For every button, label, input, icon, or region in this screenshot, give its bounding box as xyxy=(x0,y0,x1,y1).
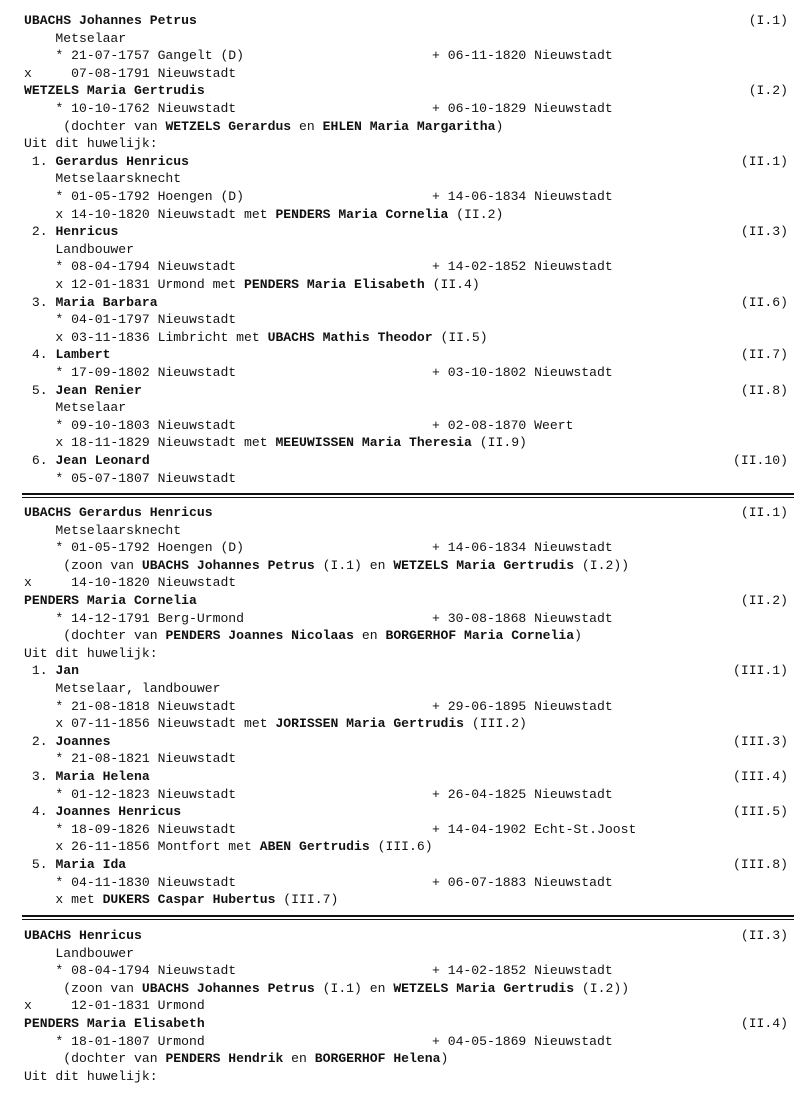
record-line xyxy=(0,1050,800,1068)
line-text xyxy=(24,962,236,980)
text-segment: Uit dit huwelijk: xyxy=(24,1068,158,1084)
record-line xyxy=(0,927,800,945)
line-text xyxy=(24,821,236,839)
person-name: PENDERS Maria Elisabeth xyxy=(24,1016,205,1031)
line-text xyxy=(24,329,488,347)
line-text xyxy=(24,856,126,874)
person-name: Gerardus Henricus xyxy=(55,153,190,169)
text-segment: 5. xyxy=(24,382,56,398)
record-line xyxy=(0,838,800,856)
text-segment: Landbouwer xyxy=(24,241,135,257)
person-name: PENDERS Maria Elisabeth xyxy=(244,277,425,292)
record-line xyxy=(0,539,800,557)
person-name: WETZELS Gerardus xyxy=(165,118,292,134)
record-line xyxy=(0,206,800,224)
death-date: + 06-07-1883 Nieuwstadt xyxy=(432,874,613,890)
record-line xyxy=(0,504,800,522)
text-segment: 4. xyxy=(24,804,56,820)
text-segment: * 01-05-1792 Hoengen (D) xyxy=(24,540,245,556)
record-line xyxy=(0,662,800,680)
line-text xyxy=(24,750,236,768)
line-text xyxy=(24,574,236,592)
record-line xyxy=(0,856,800,874)
death-date: + 14-06-1834 Nieuwstadt xyxy=(432,540,613,556)
line-text xyxy=(24,65,236,83)
text-segment: * 04-11-1830 Nieuwstadt xyxy=(24,874,237,890)
person-name: PENDERS Hendrik xyxy=(165,1051,284,1067)
person-name: UBACHS Johannes Petrus xyxy=(24,13,197,28)
person-name: Maria Barbara xyxy=(55,294,158,310)
text-segment: (I.1) en xyxy=(314,980,394,996)
reference-number: (II.10) xyxy=(732,453,788,468)
death-date: + 29-06-1895 Nieuwstadt xyxy=(432,698,613,714)
text-segment: (II.9) xyxy=(471,435,527,451)
record-line xyxy=(0,1068,800,1086)
record-line xyxy=(0,592,800,610)
line-text xyxy=(24,434,527,452)
reference-number: (II.8) xyxy=(740,382,788,398)
line-text xyxy=(24,153,189,171)
text-segment: 1. xyxy=(24,663,56,679)
line-text xyxy=(24,82,205,100)
record-line xyxy=(0,557,800,575)
record-line xyxy=(0,329,800,347)
record-line xyxy=(0,645,800,663)
record-line xyxy=(0,382,800,400)
text-segment: * 05-07-1807 Nieuwstadt xyxy=(24,470,237,486)
record-line xyxy=(0,65,800,83)
record-line xyxy=(0,680,800,698)
line-text xyxy=(24,698,236,716)
text-segment: (zoon van xyxy=(24,557,142,573)
line-text xyxy=(24,294,158,312)
record-line xyxy=(0,470,800,488)
reference-number: (I.2) xyxy=(748,83,788,99)
death-date: + 14-06-1834 Nieuwstadt xyxy=(432,189,613,204)
record-line xyxy=(0,47,800,65)
reference-number: (III.1) xyxy=(732,663,788,679)
text-segment: 3. xyxy=(24,769,56,784)
text-segment: Metselaar, landbouwer xyxy=(24,681,221,696)
record-line xyxy=(0,30,800,48)
record-line xyxy=(0,874,800,892)
text-segment: Metselaar xyxy=(24,30,127,46)
record-line xyxy=(0,364,800,382)
record-line xyxy=(0,574,800,592)
line-text xyxy=(24,346,110,364)
death-date: + 06-11-1820 Nieuwstadt xyxy=(432,48,613,64)
text-segment: * 21-08-1818 Nieuwstadt xyxy=(24,698,237,714)
death-date: + 04-05-1869 Nieuwstadt xyxy=(432,1033,613,1049)
line-text xyxy=(24,592,197,610)
record-line xyxy=(0,997,800,1015)
text-segment: * 21-08-1821 Nieuwstadt xyxy=(24,751,237,767)
person-name: Jan xyxy=(55,663,80,679)
text-segment: 6. xyxy=(24,453,56,468)
text-segment: (I.2)) xyxy=(574,557,630,573)
text-segment: (I.1) en xyxy=(314,557,394,573)
person-name: EHLEN Maria Margaritha xyxy=(322,118,496,134)
text-segment: (II.2) xyxy=(448,206,504,222)
text-segment: * 09-10-1803 Nieuwstadt xyxy=(24,417,237,433)
record-line xyxy=(0,118,800,136)
line-text xyxy=(24,715,527,733)
text-segment: (II.5) xyxy=(432,329,488,345)
death-date: + 14-04-1902 Echt-St.Joost xyxy=(432,821,637,837)
line-text xyxy=(24,997,205,1015)
reference-number: (II.2) xyxy=(740,593,788,608)
text-segment: en xyxy=(283,1051,315,1067)
text-segment: x 14-10-1820 Nieuwstadt xyxy=(24,575,237,591)
record-line xyxy=(0,241,800,259)
record-line xyxy=(0,434,800,452)
record-line xyxy=(0,12,800,30)
person-name: WETZELS Maria Gertrudis xyxy=(24,83,205,99)
text-segment: 5. xyxy=(24,857,56,872)
line-text xyxy=(24,258,236,276)
reference-number: (II.4) xyxy=(740,1016,788,1031)
person-name: WETZELS Maria Gertrudis xyxy=(393,557,575,573)
reference-number: (II.7) xyxy=(740,347,788,363)
line-text xyxy=(24,733,110,751)
line-text xyxy=(24,452,150,470)
line-text xyxy=(24,241,134,259)
line-text xyxy=(24,135,158,153)
death-date: + 30-08-1868 Nieuwstadt xyxy=(432,610,613,626)
line-text xyxy=(24,945,134,963)
line-text xyxy=(24,927,142,945)
person-name: UBACHS Mathis Theodor xyxy=(267,329,433,345)
line-text xyxy=(24,100,236,118)
person-name: UBACHS Gerardus Henricus xyxy=(24,505,213,520)
person-name: Joannes Henricus xyxy=(55,804,182,820)
record-line xyxy=(0,733,800,751)
reference-number: (III.8) xyxy=(732,857,788,872)
text-segment: Metselaarsknecht xyxy=(24,171,182,187)
record-line xyxy=(0,417,800,435)
record-line xyxy=(0,627,800,645)
text-segment: 3. xyxy=(24,294,56,310)
text-segment: Metselaarsknecht xyxy=(24,522,182,538)
text-segment: x met xyxy=(24,892,103,908)
record-line xyxy=(0,1033,800,1051)
text-segment: (III.6) xyxy=(369,839,433,855)
reference-number: (I.1) xyxy=(748,13,788,28)
person-name: JORISSEN Maria Gertrudis xyxy=(275,716,465,732)
record-line xyxy=(0,452,800,470)
text-segment: (zoon van xyxy=(24,980,142,996)
line-text xyxy=(24,768,150,786)
text-segment: 1. xyxy=(24,153,56,169)
death-date: + 14-02-1852 Nieuwstadt xyxy=(432,259,613,275)
line-text xyxy=(24,557,629,575)
record-line xyxy=(0,610,800,628)
line-text xyxy=(24,30,126,48)
line-text xyxy=(24,188,244,206)
line-text xyxy=(24,382,142,400)
line-text xyxy=(24,364,236,382)
text-segment: x 07-11-1856 Nieuwstadt met xyxy=(24,716,276,732)
section-divider xyxy=(22,915,794,920)
line-text xyxy=(24,311,236,329)
person-name: MEEUWISSEN Maria Theresia xyxy=(275,435,472,451)
person-name: Jean Leonard xyxy=(55,453,150,468)
person-name: UBACHS Johannes Petrus xyxy=(141,980,315,996)
record-line xyxy=(0,399,800,417)
text-segment: (I.2)) xyxy=(574,980,630,996)
record-line xyxy=(0,522,800,540)
death-date: + 14-02-1852 Nieuwstadt xyxy=(432,963,613,979)
line-text xyxy=(24,1068,158,1086)
reference-number: (II.6) xyxy=(740,294,788,310)
person-name: WETZELS Maria Gertrudis xyxy=(393,980,575,996)
line-text xyxy=(24,276,480,294)
text-segment: ) xyxy=(440,1051,449,1067)
line-text xyxy=(24,118,503,136)
record-line xyxy=(0,980,800,998)
death-date: + 26-04-1825 Nieuwstadt xyxy=(432,786,613,802)
text-segment: * 01-12-1823 Nieuwstadt xyxy=(24,786,237,802)
text-segment: * 10-10-1762 Nieuwstadt xyxy=(24,101,237,116)
record-line xyxy=(0,82,800,100)
record-line xyxy=(0,1015,800,1033)
line-text xyxy=(24,627,582,645)
line-text xyxy=(24,838,433,856)
person-name: UBACHS Johannes Petrus xyxy=(141,557,315,573)
text-segment: * 21-07-1757 Gangelt (D) xyxy=(24,48,245,64)
line-text xyxy=(24,223,118,241)
line-text xyxy=(24,417,236,435)
record-line xyxy=(0,170,800,188)
record-line xyxy=(0,346,800,364)
text-segment: * 08-04-1794 Nieuwstadt xyxy=(24,963,237,979)
line-text xyxy=(24,680,220,698)
text-segment: (III.7) xyxy=(275,892,339,908)
text-segment: (dochter van xyxy=(24,628,166,644)
text-segment: ) xyxy=(495,118,504,134)
person-name: PENDERS Maria Cornelia xyxy=(275,206,449,222)
text-segment: x 07-08-1791 Nieuwstadt xyxy=(24,65,237,81)
text-segment: * 04-01-1797 Nieuwstadt xyxy=(24,312,237,328)
text-segment: x 03-11-1836 Limbricht met xyxy=(24,329,268,345)
line-text xyxy=(24,47,244,65)
text-segment: (II.4) xyxy=(424,277,480,292)
death-date: + 02-08-1870 Weert xyxy=(432,417,574,433)
death-date: + 03-10-1802 Nieuwstadt xyxy=(432,365,613,380)
text-segment: (III.2) xyxy=(464,716,527,732)
person-name: ABEN Gertrudis xyxy=(259,839,370,855)
record-line xyxy=(0,223,800,241)
person-name: Henricus xyxy=(55,224,119,240)
text-segment: Metselaar xyxy=(24,400,127,416)
death-date: + 06-10-1829 Nieuwstadt xyxy=(432,101,613,116)
text-segment: * 14-12-1791 Berg-Urmond xyxy=(24,610,245,626)
record-line xyxy=(0,294,800,312)
person-name: Lambert xyxy=(55,347,111,363)
person-name: PENDERS Joannes Nicolaas xyxy=(165,628,355,644)
text-segment: * 01-05-1792 Hoengen (D) xyxy=(24,189,245,204)
person-name: DUKERS Caspar Hubertus xyxy=(102,892,276,908)
text-segment: (dochter van xyxy=(24,118,166,134)
person-name: Jean Renier xyxy=(55,382,142,398)
text-segment: * 17-09-1802 Nieuwstadt xyxy=(24,365,237,380)
text-segment: x 12-01-1831 Urmond xyxy=(24,998,205,1014)
reference-number: (II.1) xyxy=(740,153,788,169)
record-line xyxy=(0,786,800,804)
text-segment: * 18-01-1807 Urmond xyxy=(24,1033,205,1049)
record-line xyxy=(0,311,800,329)
record-line xyxy=(0,768,800,786)
text-segment: (dochter van xyxy=(24,1051,166,1067)
reference-number: (III.3) xyxy=(732,733,788,749)
record-line xyxy=(0,276,800,294)
section-divider xyxy=(22,493,794,498)
reference-number: (III.4) xyxy=(732,769,788,784)
line-text xyxy=(24,12,197,30)
person-name: UBACHS Henricus xyxy=(24,928,142,943)
person-name: Joannes xyxy=(55,733,111,749)
text-segment: Uit dit huwelijk: xyxy=(24,136,158,152)
line-text xyxy=(24,803,181,821)
line-text xyxy=(24,470,236,488)
line-text xyxy=(24,206,503,224)
line-text xyxy=(24,645,158,663)
line-text xyxy=(24,522,181,540)
line-text xyxy=(24,170,181,188)
record-line xyxy=(0,258,800,276)
record-line xyxy=(0,715,800,733)
text-segment: x 12-01-1831 Urmond met xyxy=(24,277,245,292)
reference-number: (II.3) xyxy=(740,928,788,943)
line-text xyxy=(24,786,236,804)
record-line xyxy=(0,821,800,839)
text-segment: * 08-04-1794 Nieuwstadt xyxy=(24,259,237,275)
record-line xyxy=(0,153,800,171)
line-text xyxy=(24,891,338,909)
text-segment: en xyxy=(354,628,386,644)
text-segment: 4. xyxy=(24,347,56,363)
line-text xyxy=(24,610,244,628)
person-name: Maria Helena xyxy=(55,769,150,784)
record-line xyxy=(0,945,800,963)
text-segment: 2. xyxy=(24,733,56,749)
reference-number: (II.3) xyxy=(740,224,788,240)
record-line xyxy=(0,803,800,821)
text-segment: x 26-11-1856 Montfort met xyxy=(24,839,260,855)
text-segment: x 18-11-1829 Nieuwstadt met xyxy=(24,435,276,451)
text-segment: Landbouwer xyxy=(24,945,135,961)
person-name: PENDERS Maria Cornelia xyxy=(24,593,197,608)
line-text xyxy=(24,539,244,557)
person-name: Maria Ida xyxy=(55,857,127,872)
line-text xyxy=(24,1033,205,1051)
line-text xyxy=(24,980,629,998)
person-name: BORGERHOF Helena xyxy=(314,1051,441,1067)
line-text xyxy=(24,399,126,417)
reference-number: (II.1) xyxy=(740,505,788,520)
record-line xyxy=(0,188,800,206)
line-text xyxy=(24,1015,205,1033)
line-text xyxy=(24,1050,448,1068)
line-text xyxy=(24,504,213,522)
record-line xyxy=(0,891,800,909)
text-segment: ) xyxy=(574,628,582,644)
record-line xyxy=(0,698,800,716)
text-segment: x 14-10-1820 Nieuwstadt met xyxy=(24,206,276,222)
record-line xyxy=(0,962,800,980)
text-segment: * 18-09-1826 Nieuwstadt xyxy=(24,821,237,837)
person-name: BORGERHOF Maria Cornelia xyxy=(385,628,575,644)
line-text xyxy=(24,874,236,892)
reference-number: (III.5) xyxy=(732,804,788,820)
text-segment: 2. xyxy=(24,224,56,240)
text-segment: Uit dit huwelijk: xyxy=(24,645,158,661)
record-line xyxy=(0,135,800,153)
record-line xyxy=(0,750,800,768)
line-text xyxy=(24,662,79,680)
record-line xyxy=(0,100,800,118)
text-segment: en xyxy=(291,118,323,134)
